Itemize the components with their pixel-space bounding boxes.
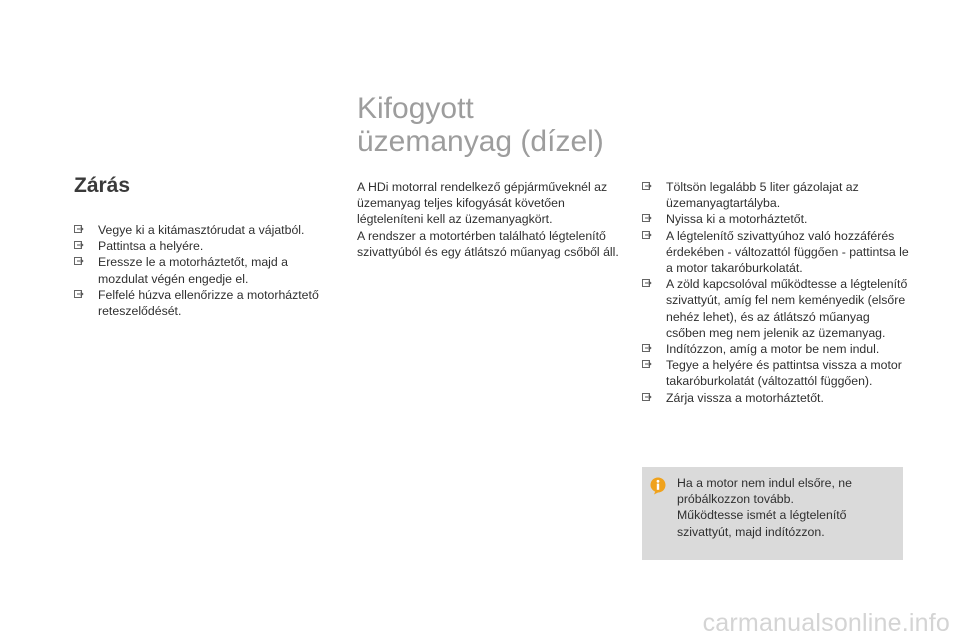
list-item-text: A zöld kapcsolóval működtesse a légtelenítő szivattyút, amíg fel nem keményedik (elsőre nehéz lehet), és az átlátszó műanyag csőben meg nem jelenik az üzemanyag. xyxy=(666,277,908,340)
list-item xyxy=(642,179,912,211)
list-item xyxy=(642,211,912,227)
checkbox-arrow-icon xyxy=(642,344,652,354)
watermark: carmanualsonline.info xyxy=(702,609,950,637)
list-item xyxy=(74,254,339,286)
checkbox-arrow-icon xyxy=(74,290,84,300)
checkbox-arrow-icon xyxy=(642,360,652,370)
page-title-line-1: Kifogyott xyxy=(357,92,474,125)
list-item xyxy=(642,390,912,406)
intro-paragraph-1: A HDi motorral rendelkező gépjárműveknél az üzemanyag teljes kifogyását követően légteleníteni kell az üzemanyagkört. xyxy=(357,180,608,227)
checkbox-arrow-icon xyxy=(642,279,652,289)
list-item-text: Felfelé húzva ellenőrizze a motorháztető reteszelődését. xyxy=(98,287,319,319)
list-item xyxy=(642,357,912,389)
list-item-text: Pattintsa a helyére. xyxy=(98,239,204,254)
checkbox-arrow-icon xyxy=(74,225,84,235)
intro-text xyxy=(357,179,632,260)
list-item-text: Eressze le a motorháztetőt, majd a mozdulat végén engedje el. xyxy=(98,255,289,286)
list-item xyxy=(642,276,912,341)
checkbox-arrow-icon xyxy=(642,182,652,192)
closing-steps-list xyxy=(74,222,339,319)
checkbox-arrow-icon xyxy=(74,241,84,251)
page-title-line-2: üzemanyag (dízel) xyxy=(357,125,604,158)
list-item-text: Vegye ki a kitámasztórudat a vájatból. xyxy=(98,223,305,237)
list-item-text: Töltsön legalább 5 liter gázolajat az üzemanyagtartályba. xyxy=(666,180,859,211)
list-item xyxy=(642,341,912,357)
procedure-steps-list xyxy=(642,179,912,406)
list-item xyxy=(74,222,339,238)
checkbox-arrow-icon xyxy=(74,257,84,267)
list-item xyxy=(74,287,339,319)
list-item-text: Indítózzon, amíg a motor be nem indul. xyxy=(666,342,880,357)
intro-paragraph-2: A rendszer a motortérben található légtelenítő szivattyúból és egy átlátszó műanyag csőből áll. xyxy=(357,228,619,259)
checkbox-arrow-icon xyxy=(642,393,652,403)
list-item xyxy=(642,228,912,277)
section-title-closing: Zárás xyxy=(74,174,131,197)
info-icon xyxy=(650,477,666,495)
checkbox-arrow-icon xyxy=(642,231,652,241)
list-item-text: Tegye a helyére és pattintsa vissza a motor takaróburkolatát (változattól függően). xyxy=(666,358,902,389)
list-item-text: A légtelenítő szivattyúhoz való hozzáférés érdekében - változattól függően - pattintsa le a motor takaróburkolatát. xyxy=(666,228,909,276)
info-line-2: Működtesse ismét a légtelenítő szivattyút, majd indítózzon. xyxy=(677,508,847,539)
list-item-text: Zárja vissza a motorháztetőt. xyxy=(666,390,824,405)
list-item-text: Nyissa ki a motorháztetőt. xyxy=(666,212,808,227)
checkbox-arrow-icon xyxy=(642,214,652,224)
list-item xyxy=(74,238,339,254)
info-line-1: Ha a motor nem indul elsőre, ne próbálkozzon tovább. xyxy=(677,476,852,507)
info-text xyxy=(677,475,892,540)
page-title xyxy=(357,92,604,158)
info-box xyxy=(642,467,903,560)
